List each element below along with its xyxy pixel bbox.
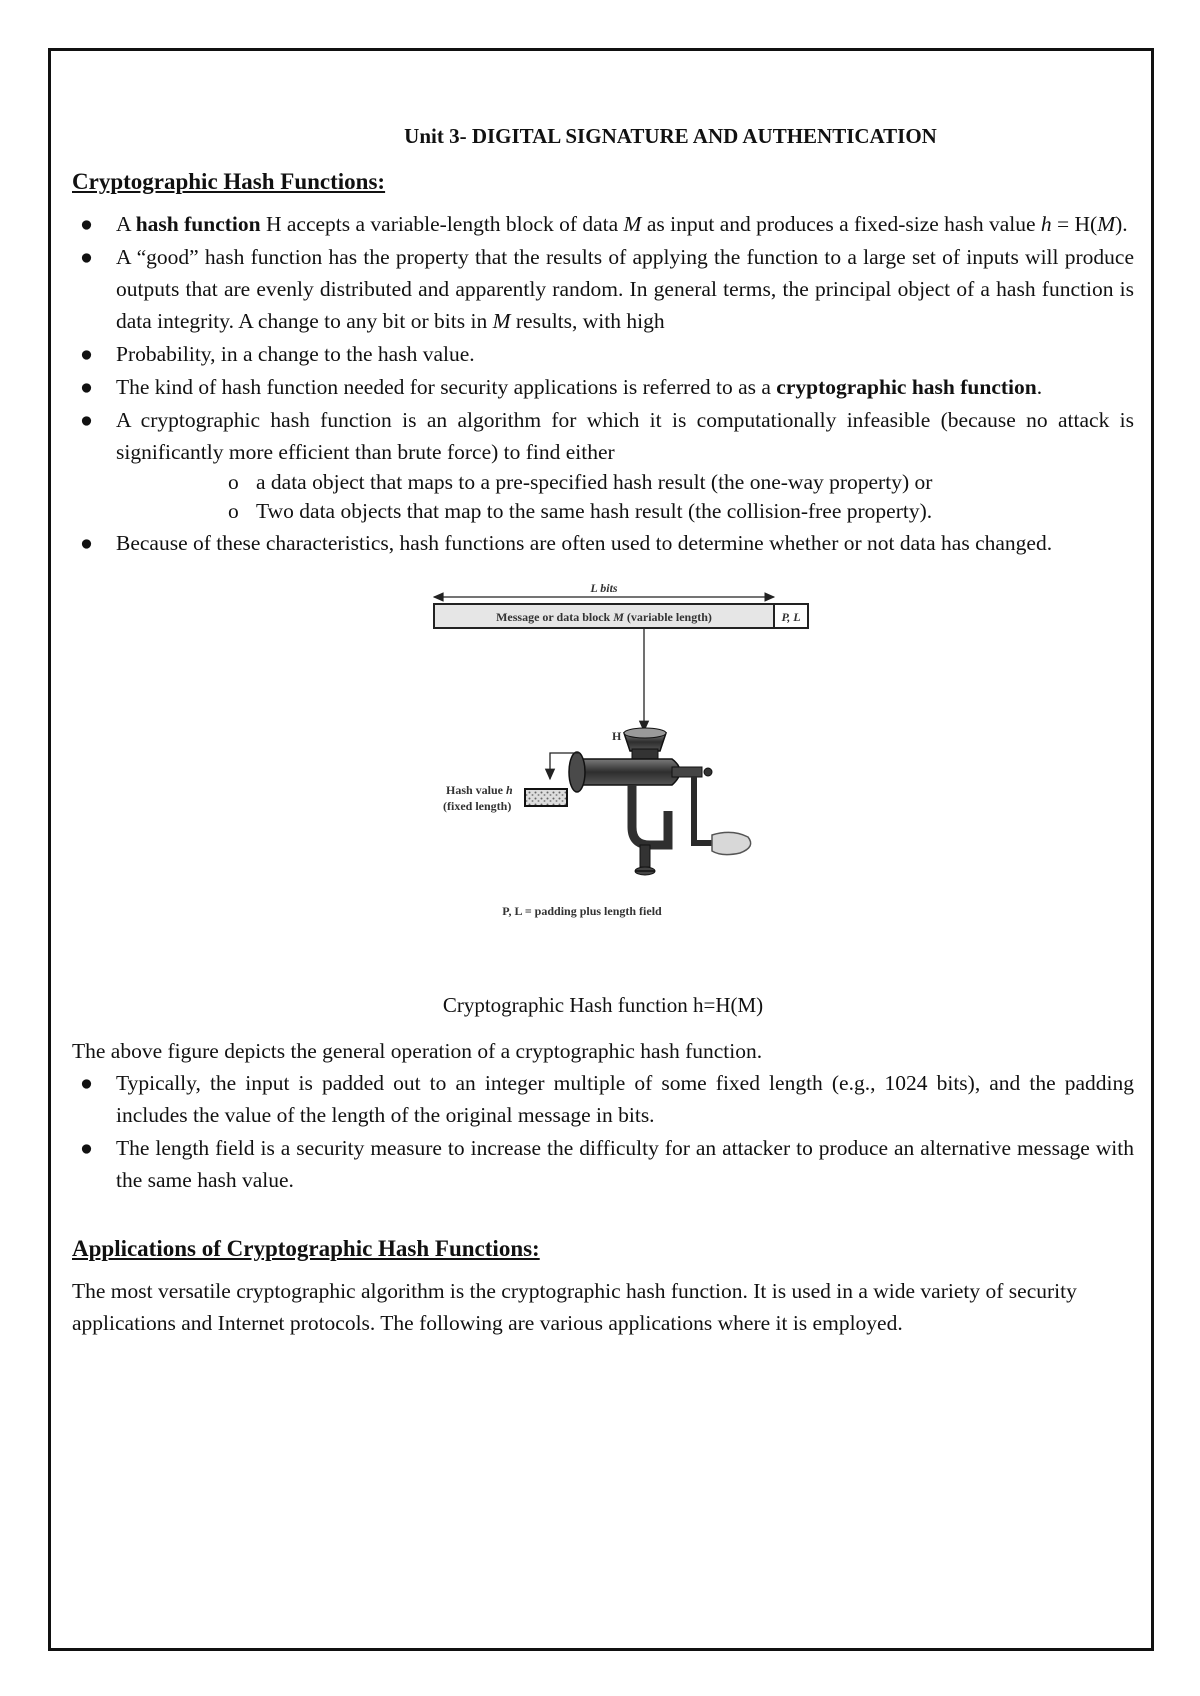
hash-function-figure (72, 581, 1134, 989)
figure-description: The above figure depicts the general operation of a cryptographic hash function. (72, 1039, 763, 1063)
hash-value-fixed-length: (fixed length) (443, 799, 512, 813)
l-bits-label: L bits (590, 581, 618, 595)
list-item: ● Probability, in a change to the hash value. (72, 338, 1134, 370)
bullet-icon: ● (80, 212, 93, 236)
hash-value-box (525, 789, 567, 806)
hash-diagram (72, 581, 1134, 989)
bullet-icon: ● (80, 245, 93, 269)
circle-bullet-icon: o (228, 470, 239, 494)
sub-list (116, 468, 1134, 526)
pl-box-label: P, L (781, 610, 801, 624)
list-item: ● A cryptographic hash function is an algorithm for which it is computationally infeasible (because no attack is significantly more efficient than brute force) to find either o a data object that maps to a pre-specified hash result (the one-way property) or o Two data objects that map to the same hash result (the collision-free property). (72, 404, 1134, 526)
bullet-icon: ● (80, 375, 93, 399)
list-item: ● A “good” hash function has the property that the results of applying the function to a large set of inputs will produce outputs that are evenly distributed and apparently random. In general terms, the principal object of a hash function is data integrity. A change to any bit or bits in M results, with high (72, 241, 1134, 337)
sub-list-item: o a data object that maps to a pre-specified hash result (the one-way property) or (116, 468, 1134, 497)
section-heading-hash-functions: Cryptographic Hash Functions: (72, 169, 386, 194)
bullet-icon: ● (80, 1136, 93, 1160)
sub-list-item: o Two data objects that map to the same hash result (the collision-free property). (116, 497, 1134, 526)
list-item: ● A hash function H accepts a variable-length block of data M as input and produces a fixed-size hash value h = H(M). (72, 208, 1134, 240)
circle-bullet-icon: o (228, 499, 239, 523)
grinder-icon (569, 728, 751, 875)
document-body (72, 120, 1134, 1339)
unit-title: Unit 3- DIGITAL SIGNATURE AND AUTHENTICATION (404, 124, 937, 148)
figure-caption: Cryptographic Hash function h=H(M) (442, 993, 764, 1017)
padding-bullets (72, 1067, 1134, 1196)
applications-paragraph: The most versatile cryptographic algorithm is the cryptographic hash function. It is used in a wide variety of security applications and Internet protocols. The following are various applications where it is employed. (72, 1279, 1077, 1335)
list-item: ● Typically, the input is padded out to an integer multiple of some fixed length (e.g., 1024 bits), and the padding includes the value of the length of the original message in bits. (72, 1067, 1134, 1131)
list-item: ● The length field is a security measure to increase the difficulty for an attacker to produce an alternative message with the same hash value. (72, 1132, 1134, 1196)
bullet-icon: ● (80, 531, 93, 555)
hash-function-bullets (72, 208, 1134, 559)
list-item: ● Because of these characteristics, hash functions are often used to determine whether or not data has changed. (72, 527, 1134, 559)
figure-footnote: P, L = padding plus length field (502, 904, 662, 918)
section-heading-applications: Applications of Cryptographic Hash Functions: (72, 1236, 540, 1261)
hash-value-label: Hash value h (446, 783, 513, 797)
list-item: ● The kind of hash function needed for security applications is referred to as a cryptographic hash function. (72, 371, 1134, 403)
bullet-icon: ● (80, 342, 93, 366)
bullet-icon: ● (80, 408, 93, 432)
message-box-label: Message or data block M (variable length) (496, 610, 712, 624)
h-label: H (612, 729, 622, 743)
bullet-icon: ● (80, 1071, 93, 1095)
